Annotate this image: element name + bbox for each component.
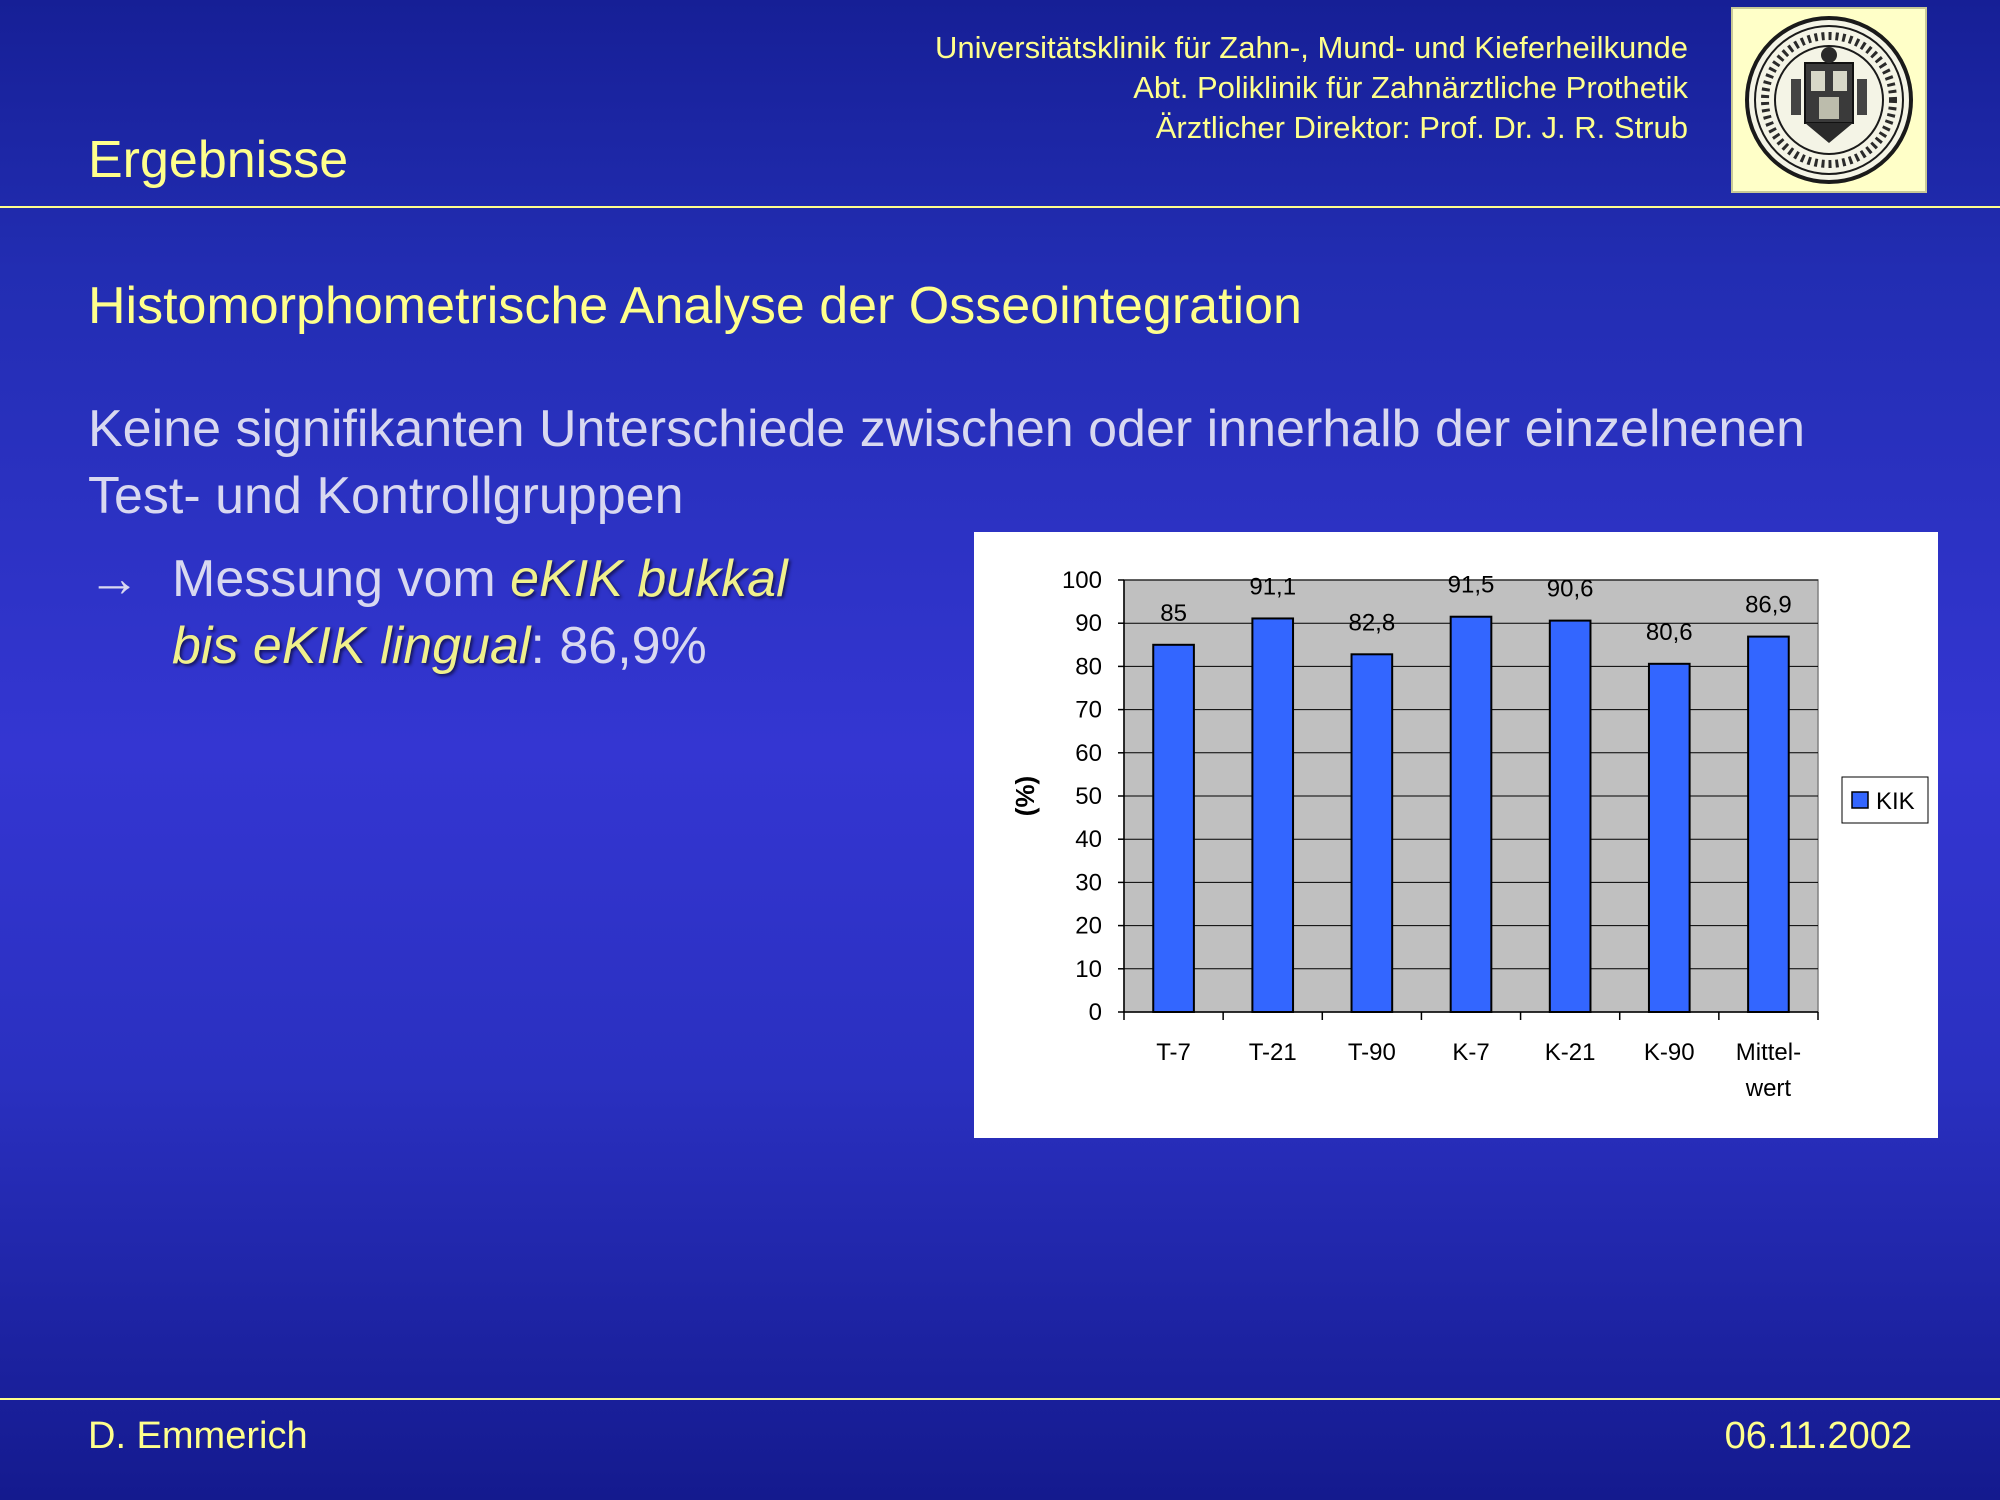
- bar: [1252, 618, 1293, 1012]
- legend-label: KIK: [1876, 788, 1915, 815]
- y-tick-label: 30: [1075, 869, 1102, 897]
- y-tick-label: 0: [1088, 999, 1102, 1026]
- bullet-tail: : 86,9%: [530, 617, 707, 675]
- data-label: 85: [1160, 599, 1187, 627]
- x-tick-label: T-7: [1156, 1039, 1191, 1066]
- y-tick-label: 50: [1075, 783, 1102, 810]
- bar: [1550, 621, 1591, 1012]
- y-tick-label: 60: [1075, 739, 1102, 767]
- bar: [1748, 637, 1789, 1012]
- result-statement-line-1: Keine signifikanten Unterschiede zwischen oder innerhalb der einzelnenen: [88, 400, 1806, 458]
- y-tick-label: 20: [1075, 912, 1102, 940]
- bar: [1153, 645, 1194, 1012]
- x-tick-label: wert: [1745, 1075, 1792, 1102]
- y-tick-label: 10: [1075, 955, 1102, 983]
- footer-date: 06.11.2002: [1724, 1415, 1912, 1457]
- seal-icon: [1733, 9, 1925, 191]
- x-tick-label: Mittel-: [1735, 1039, 1802, 1066]
- slide-subtitle: Histomorphometrische Analyse der Osseointegration: [88, 277, 1302, 335]
- institution-line-1: Universitätsklinik für Zahn-, Mund- und Kieferheilkunde: [935, 30, 1688, 65]
- y-tick-label: 100: [1061, 567, 1102, 594]
- legend-swatch: [1852, 792, 1868, 808]
- footer-author: D. Emmerich: [88, 1415, 308, 1457]
- data-label: 91,5: [1447, 571, 1495, 599]
- data-label: 82,8: [1348, 609, 1396, 637]
- data-label: 86,9: [1745, 591, 1792, 619]
- x-tick-label: K-90: [1643, 1039, 1695, 1066]
- header-divider: [0, 206, 2000, 208]
- y-tick-label: 70: [1075, 696, 1102, 724]
- institution-header: [935, 28, 1688, 148]
- institution-line-2: Abt. Poliklinik für Zahnärztliche Prothetik: [1133, 70, 1688, 105]
- measurement-bullet: [88, 546, 788, 680]
- bar: [1649, 664, 1690, 1012]
- result-statement-line-2: Test- und Kontrollgruppen: [88, 467, 684, 525]
- bullet-emphasis-1: eKIK bukkal: [510, 550, 788, 608]
- x-tick-label: T-90: [1347, 1039, 1396, 1066]
- y-tick-label: 80: [1075, 653, 1102, 681]
- slide-title: Ergebnisse: [88, 131, 349, 189]
- arrow-icon: →: [88, 550, 140, 608]
- footer-divider: [0, 1398, 2000, 1400]
- x-tick-label: K-7: [1452, 1039, 1490, 1066]
- data-label: 91,1: [1249, 573, 1297, 601]
- x-tick-label: K-21: [1544, 1039, 1596, 1066]
- bar: [1451, 617, 1492, 1012]
- y-axis-label: (%): [1010, 775, 1040, 817]
- institution-line-3: Ärztlicher Direktor: Prof. Dr. J. R. Strub: [1155, 110, 1688, 145]
- bullet-emphasis-2: bis eKIK lingual: [172, 617, 531, 675]
- data-label: 80,6: [1645, 618, 1693, 646]
- result-statement: [88, 396, 1805, 530]
- chart-panel: [974, 532, 1938, 1138]
- y-tick-label: 40: [1075, 826, 1102, 854]
- bullet-lead: Messung vom: [172, 550, 511, 608]
- data-label: 90,6: [1546, 575, 1594, 603]
- y-tick-label: 90: [1075, 610, 1102, 638]
- x-tick-label: T-21: [1248, 1039, 1297, 1066]
- bar: [1352, 654, 1393, 1012]
- university-seal-logo: [1731, 7, 1927, 193]
- bar-chart: [974, 532, 1938, 1138]
